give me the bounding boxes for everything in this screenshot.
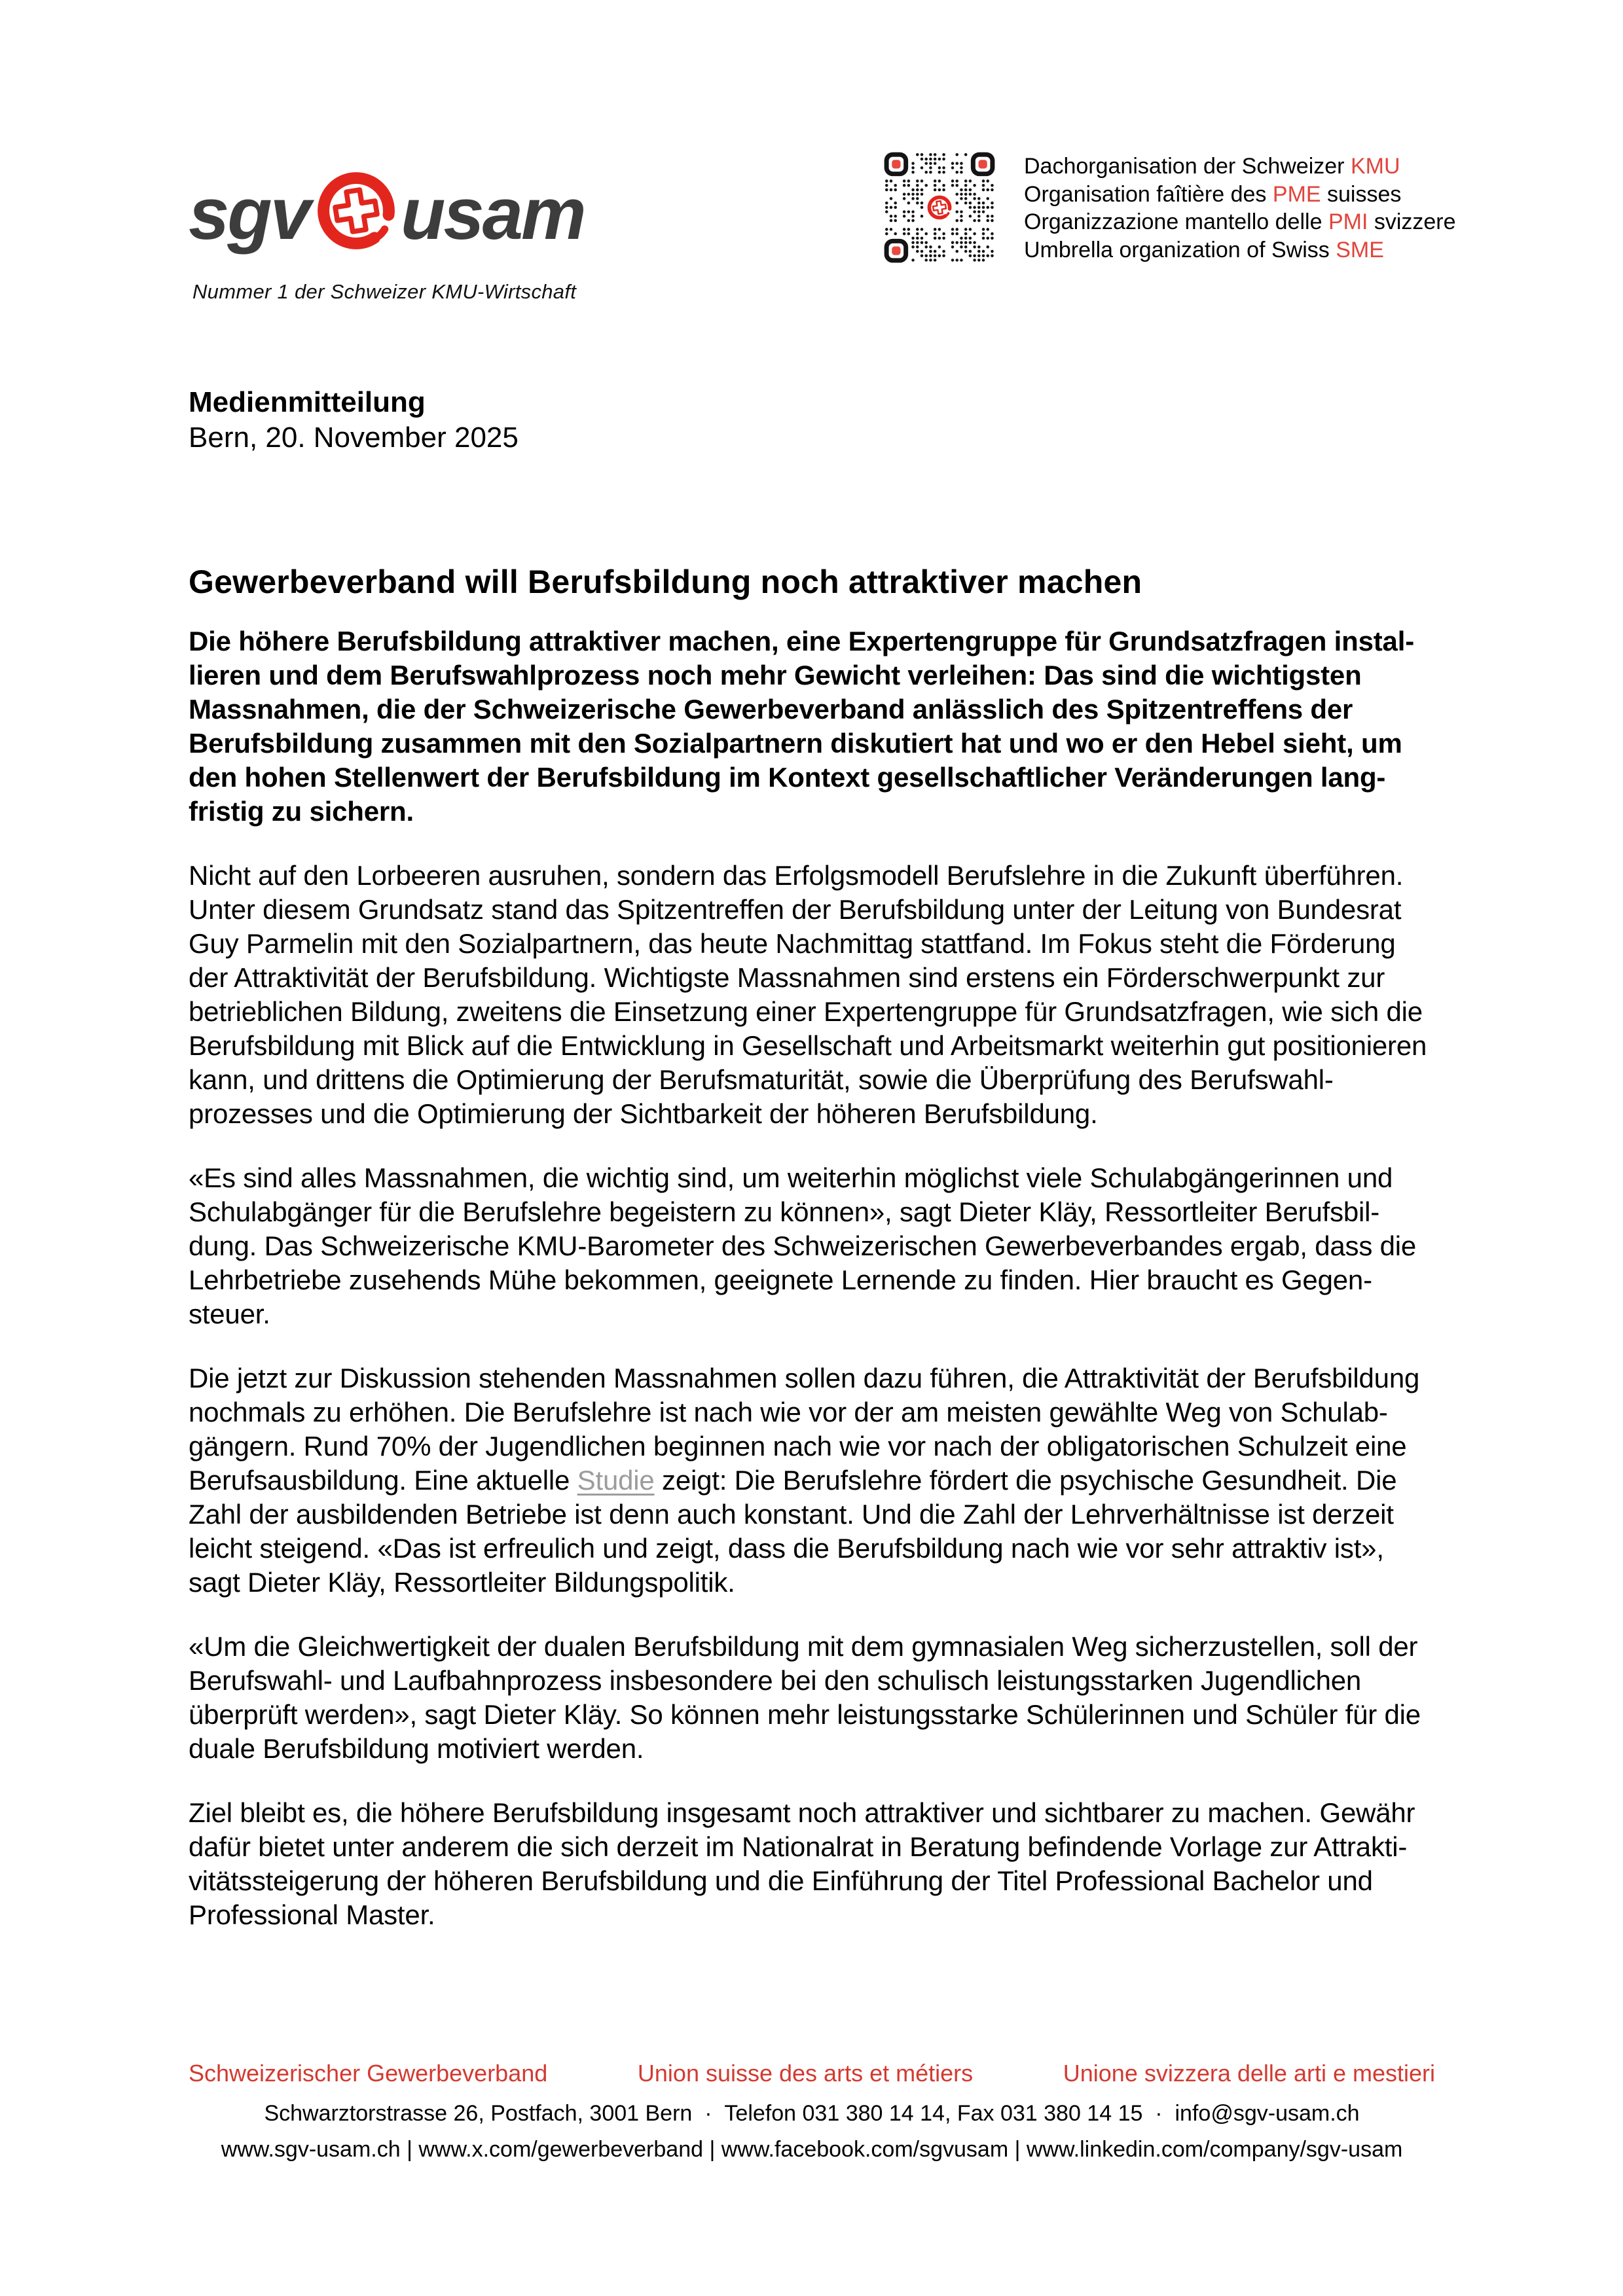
org-line-de-text: Dachorganisation der Schweizer [1024,154,1351,179]
qr-center-logo-icon [929,197,949,217]
org-line-de [1024,152,1456,181]
org-line-en-accent: SME [1336,237,1384,262]
paragraph-1: Nicht auf den Lorbeeren ausruhen, sondern das Erfolgsmodell Berufslehre in die Zukunft überführen. Unter diesem Grundsatz stand das Spitzentreffen der Berufsbildung unter der Leitung von Bundesrat Guy Parmelin mit den Sozialpartnern, das heute Nachmittag stattfand. Im Fokus steht die Förderung der Attraktivität der Berufsbildung. Wichtigste Massnahmen sind erstens ein Förderschwerpunkt zur betrieblichen Bildung, zweitens die Einsetzung einer Expertengruppe für Grundsatzfragen, wie sich die Berufsbildung mit Blick auf die Entwicklung in Gesellschaft und Arbeitsmarkt weiterhin gut positionieren kann, und drittens die Optimierung der Berufsmaturität, sowie die Überprüfung des Berufswahlprozesses und die Optimierung der Sichtbarkeit der höheren Berufsbildung. [189,860,1427,1129]
qr-finder-top-right [973,154,993,174]
page-footer [189,2060,1435,2162]
logo-tagline: Nummer 1 der Schweizer KMU-Wirtschaft [192,280,577,303]
org-line-it-text: Organizzazione mantello delle [1024,209,1328,234]
org-line-fr-accent: PME [1272,181,1321,207]
org-line-fr: Organisation faîtière des PME suisses [1024,181,1402,207]
paragraph-5: Ziel bleibt es, die höhere Berufsbildung insgesamt noch attraktiver und sichtbarer zu machen. Gewähr dafür bietet unter anderem die sich derzeit im Nationalrat in Beratung befindende Vorlage zur Attraktivitätssteigerung der höheren Berufsbildung und die Einführung der Titel Professional Bachelor und Professional Master. [189,1797,1415,1930]
studie-link[interactable]: Studie [577,1465,655,1496]
footer-org-names [189,2060,1435,2087]
paragraph-4: «Um die Gleichwertigkeit der dualen Berufsbildung mit dem gymnasialen Weg sicherzustellen, soll der Berufswahl- und Laufbahnprozess insbesondere bei den schulisch leistungsstarken Jugendlichen überprüft werden», sagt Dieter Kläy. So können mehr leistungsstarke Schülerinnen und Schüler für die duale Berufsbildung motiviert werden. [189,1631,1421,1764]
org-line-it-accent: PMI [1328,209,1368,234]
org-description-lines [1024,151,1456,264]
footer-address-line: Schwarztorstrasse 26, Postfach, 3001 Bern · Telefon 031 380 14 14, Fax 031 380 14 15 · info@sgv-usam.ch [264,2101,1360,2126]
swiss-cross-ring-icon [314,169,398,253]
lead-paragraph: Die höhere Berufsbildung attraktiver machen, eine Expertengruppe für Grundsatzfragen installieren und dem Berufswahlprozess noch mehr Gewicht verleihen: Das sind die wichtigsten Massnahmen, die der Schweizerische Gewerbeverband anlässlich des Spitzentreffens der Berufsbildung zusammen mit den Sozialpartnern diskutiert hat und wo er den Hebel sieht, um den hohen Stellenwert der Berufsbildung im Kontext gesellschaftlicher Veränderungen langfristig zu sichern. [189,626,1415,827]
qr-code [883,151,996,264]
document-meta [189,385,519,456]
paragraph-2: «Es sind alles Massnahmen, die wichtig sind, um weiterhin möglichst viele Schulabgängerinnen und Schulabgänger für die Berufslehre begeistern zu können», sagt Dieter Kläy, Ressortleiter Berufsbildung. Das Schweizerische KMU-Barometer des Schweizerischen Gewerbeverbandes ergab, dass die Lehrbetriebe zusehends Mühe bekommen, geeignete Lernende zu finden. Hier braucht es Gegensteuer. [189,1162,1417,1329]
footer-org-it: Unione svizzera delle arti e mestieri [1063,2060,1435,2087]
document-type-label: Medienmitteilung [189,386,426,418]
dateline: Bern, 20. November 2025 [189,422,519,454]
org-line-it: Organizzazione mantello delle PMI svizzere [1024,209,1456,234]
org-line-en-text: Umbrella organization of Swiss [1024,237,1336,262]
footer-links-line: www.sgv-usam.ch | www.x.com/gewerbeverband | www.facebook.com/sgvusam | www.linkedin.com/company/sgv-usam [221,2137,1403,2162]
logo-text-usam: usam [401,173,585,255]
org-line-en [1024,236,1456,264]
paragraph-3-after-link: zeigt: Die Berufslehre fördert die psychische Gesundheit. Die Zahl der ausbildenden Betriebe ist denn auch konstant. Und die Zahl der Lehrverhältnisse ist derzeit leicht steigend. «Das ist erfreulich und zeigt, dass die Berufsbildung nach wie vor sehr attraktiv ist», sagt Dieter Kläy, Ressortleiter Bildungspolitik. [189,1465,1397,1598]
org-line-de-accent: KMU [1350,154,1400,179]
page-title: Gewerbeverband will Berufsbildung noch attraktiver machen [189,564,1142,600]
paragraph-3 [189,1361,1435,1600]
org-line-fr-text: Organisation faîtière des [1024,181,1273,207]
footer-org-de: Schweizerischer Gewerbeverband [189,2060,548,2087]
sgv-usam-logo [189,169,585,304]
footer-org-fr: Union suisse des arts et métiers [637,2060,974,2087]
paragraph-3-before-link: Die jetzt zur Diskussion stehenden Massnahmen sollen dazu führen, die Attraktivität der Berufsbildung nochmals zu erhöhen. Die Berufslehre ist nach wie vor der am meisten gewählte Weg von Schulabgängern. Rund 70% der Jugendlichen beginnen nach wie vor nach der obligatorischen Schulzeit eine Berufsausbildung. Eine aktuelle [189,1363,1420,1496]
qr-finder-top-left [886,154,906,174]
logo-text-sgv: sgv [189,173,309,255]
article-body [189,563,1435,1962]
qr-finder-bottom-left [886,241,906,260]
header-qr-block [883,151,1456,264]
